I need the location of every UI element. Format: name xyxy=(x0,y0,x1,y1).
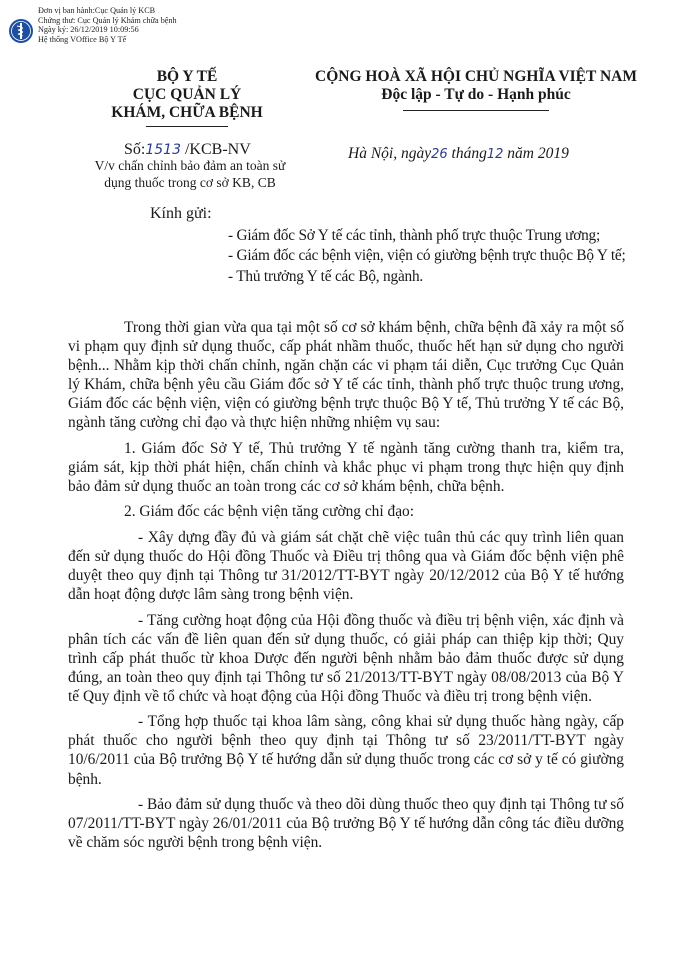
motto-underline xyxy=(403,110,549,111)
national-motto: Độc lập - Tự do - Hạnh phúc xyxy=(381,86,571,103)
stamp-line-certificate: Chứng thư: Cục Quản lý Khám chữa bệnh xyxy=(38,15,177,25)
recipient-3: - Thủ trưởng Y tế các Bộ, ngành. xyxy=(228,268,424,285)
document-body xyxy=(68,318,624,859)
document-number xyxy=(124,141,251,159)
paragraph-item-2-bullet-2: - Tăng cường hoạt động của Hội đồng thuốc và điều trị bệnh viện, xác định và phân tích các vấn đề liên quan đến sử dụng thuốc, có giải pháp can thiệp kịp thời; Quy trình cấp phát thuốc từ khoa Dược đến người bệnh nhằm bảo đảm thuốc được sử dụng đúng, an toàn theo quy định tại Thông tư số 21/2013/TT-BYT ngày 08/08/2013 của Bộ Y tế Quy định về tổ chức và hoạt động của Hội đồng Thuốc và điều trị trong bệnh viện. xyxy=(68,611,624,705)
recipient-2: - Giám đốc các bệnh viện, viện có giường bệnh trực thuộc Bộ Y tế; xyxy=(228,247,626,264)
salutation: Kính gửi: xyxy=(150,205,212,222)
paragraph-item-1: 1. Giám đốc Sở Y tế, Thủ trưởng Y tế ngành tăng cường thanh tra, kiểm tra, giám sát, kịp thời phát hiện, chấn chỉnh và khắc phục vi phạm trong thực hiện quy định bảo đảm sử dụng thuốc an toàn trong các cơ sở khám bệnh, chữa bệnh. xyxy=(68,439,624,496)
place-and-date xyxy=(348,145,569,163)
date-month-label: tháng xyxy=(451,145,487,162)
date-day-handwritten: 26 xyxy=(431,147,448,162)
recipient-1: - Giám đốc Sở Y tế các tỉnh, thành phố trực thuộc Trung ương; xyxy=(228,227,601,244)
document-subject xyxy=(70,158,310,191)
doc-number-suffix: /KCB-NV xyxy=(184,141,251,158)
stamp-line-system: Hệ thống VOffice Bộ Y Tế xyxy=(38,34,127,44)
paragraph-item-2: 2. Giám đốc các bệnh viện tăng cường chỉ đạo: xyxy=(124,503,414,521)
doc-number-handwritten: 1513 xyxy=(145,142,181,158)
subject-line1: V/v chấn chỉnh bảo đảm an toàn sử xyxy=(94,158,286,173)
paragraph-intro: Trong thời gian vừa qua tại một số cơ sở khám bệnh, chữa bệnh đã xảy ra một số vi phạm quy định sử dụng thuốc, cấp phát nhầm thuốc, thuốc hết hạn sử dụng cho người bệnh... Nhằm kịp thời chấn chỉnh, ngăn chặn các vi phạm tái diễn, Cục trưởng Cục Quản lý Khám, chữa bệnh yêu cầu Giám đốc sở Y tế các tỉnh, thành phố trực thuộc trung ương, Giám đốc các bệnh viện, viện có giường bệnh trực thuộc Bộ Y tế, Thủ trưởng Y tế các Bộ, ngành tăng cường chỉ đạo và thực hiện những nhiệm vụ sau: xyxy=(68,319,624,432)
paragraph-item-2-bullet-3: - Tổng hợp thuốc tại khoa lâm sàng, công khai sử dụng thuốc hàng ngày, cấp phát thuốc cho người bệnh theo quy định tại Thông tư số 23/2011/TT-BYT ngày 10/6/2011 của Bộ trưởng Bộ Y tế hướng dẫn sử dụng thuốc trong các cơ sở y tế có giường bệnh. xyxy=(68,713,624,788)
department-name-line1: CỤC QUẢN LÝ xyxy=(132,86,242,103)
ministry-name: BỘ Y TẾ xyxy=(156,68,218,85)
paragraph-item-2-bullet-4: - Bảo đảm sử dụng thuốc và theo dõi dùng thuốc theo quy định tại Thông tư số 07/2011/TT-BYT ngày 26/01/2011 của Bộ trưởng Bộ Y tế hướng dẫn công tác điều dưỡng về chăm sóc người bệnh trong bệnh viện. xyxy=(68,795,624,852)
department-name-line2: KHÁM, CHỮA BỆNH xyxy=(111,104,263,121)
nation-name: CỘNG HOÀ XÃ HỘI CHỦ NGHĨA VIỆT NAM xyxy=(315,68,637,85)
date-year: năm 2019 xyxy=(507,145,569,162)
date-place-day-label: Hà Nội, ngày xyxy=(348,145,432,162)
subject-line2: dụng thuốc trong cơ sở KB, CB xyxy=(104,174,276,190)
national-header xyxy=(296,68,656,111)
issuing-agency-header xyxy=(92,68,282,127)
stamp-line-issuer: Đơn vị ban hành:Cục Quản lý KCB xyxy=(38,6,156,15)
date-month-handwritten: 12 xyxy=(486,147,504,162)
ministry-of-health-logo-icon xyxy=(8,18,34,44)
paragraph-item-2-bullet-1: - Xây dựng đầy đủ và giám sát chặt chẽ việc tuân thủ các quy trình liên quan đến sử dụng thuốc do Hội đồng Thuốc và Điều trị thông qua và Giám đốc bệnh viện phê duyệt theo quy định tại Thông tư 31/2012/TT-BYT ngày 20/12/2012 của Bộ Y tế hướng dẫn hoạt động dược lâm sàng trong bệnh viện. xyxy=(68,528,624,604)
stamp-line-signed-date: Ngày ký: 26/12/2019 10:09:56 xyxy=(38,25,139,35)
doc-number-prefix: Số: xyxy=(124,141,146,158)
agency-underline xyxy=(146,126,228,127)
stamp-text xyxy=(38,6,177,44)
digital-signature-stamp xyxy=(8,6,177,44)
